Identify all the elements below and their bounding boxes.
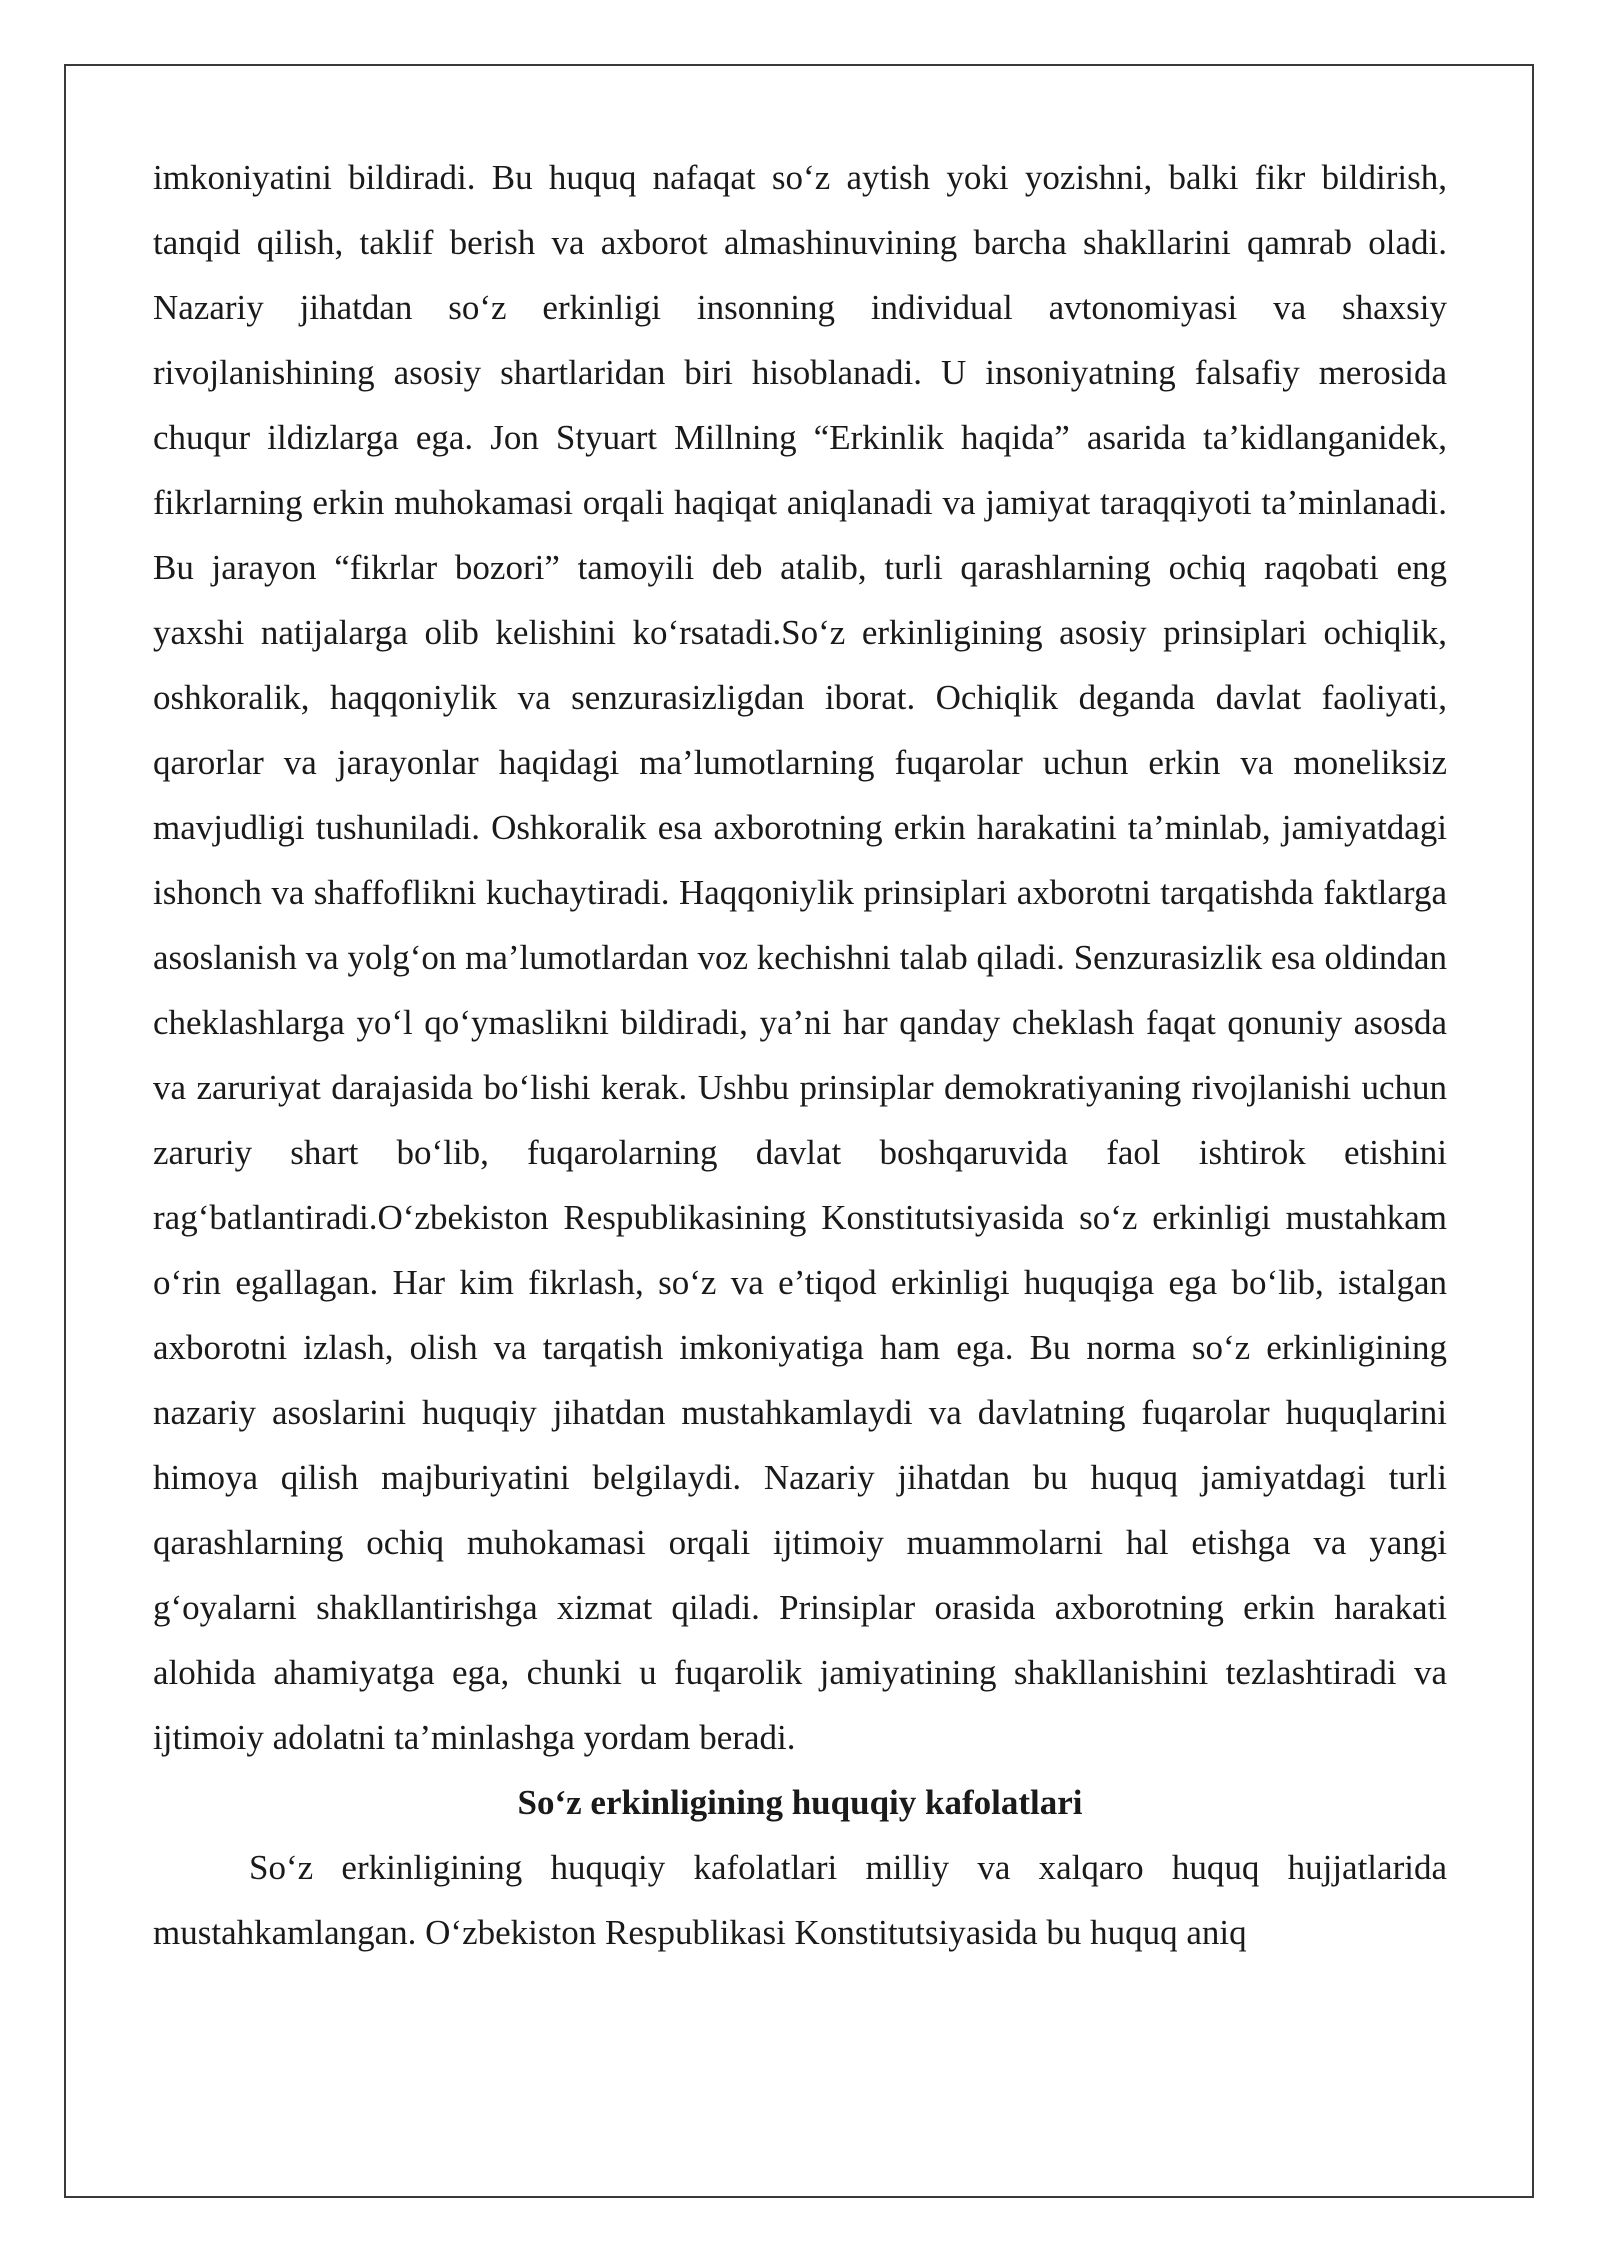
section-heading: So‘z erkinligining huquqiy kafolatlari	[517, 1783, 1083, 1822]
document-body	[153, 145, 1447, 1965]
body-paragraph-continued: So‘z erkinligining huquqiy kafolatlari milliy va xalqaro huquq hujjatlarida mustahkamlangan. O‘zbekiston Respublikasi Konstitutsiyasida bu huquq aniq	[153, 1848, 1447, 1952]
body-paragraph: imkoniyatini bildiradi. Bu huquq nafaqat so‘z aytish yoki yozishni, balki fikr bildirish, tanqid qilish, taklif berish va axborot almashinuvining barcha shakllarini qamrab oladi. Nazariy jihatdan so‘z erkinligi insonning individual avtonomiyasi va shaxsiy rivojlanishining asosiy shartlaridan biri hisoblanadi. U insoniyatning falsafiy merosida chuqur ildizlarga ega. Jon Styuart Millning “Erkinlik haqida” asarida ta’kidlanganidek, fikrlarning erkin muhokamasi orqali haqiqat aniqlanadi va jamiyat taraqqiyoti ta’minlanadi. Bu jarayon “fikrlar bozori” tamoyili deb atalib, turli qarashlarning ochiq raqobati eng yaxshi natijalarga olib kelishini ko‘rsatadi.So‘z erkinligining asosiy prinsiplari ochiqlik, oshkoralik, haqqoniylik va senzurasizligdan iborat. Ochiqlik deganda davlat faoliyati, qarorlar va jarayonlar haqidagi ma’lumotlarning fuqarolar uchun erkin va moneliksiz mavjudligi tushuniladi. Oshkoralik esa axborotning erkin harakatini ta’minlab, jamiyatdagi ishonch va shaffoflikni kuchaytiradi. Haqqoniylik prinsiplari axborotni tarqatishda faktlarga asoslanish va yolg‘on ma’lumotlardan voz kechishni talab qiladi. Senzurasizlik esa oldindan cheklashlarga yo‘l qo‘ymaslikni bildiradi, ya’ni har qanday cheklash faqat qonuniy asosda va zaruriyat darajasida bo‘lishi kerak. Ushbu prinsiplar demokratiyaning rivojlanishi uchun zaruriy shart bo‘lib, fuqarolarning davlat boshqaruvida faol ishtirok etishini rag‘batlantiradi.O‘zbekiston Respublikasining Konstitutsiyasida so‘z erkinligi mustahkam o‘rin egallagan. Har kim fikrlash, so‘z va e’tiqod erkinligi huquqiga ega bo‘lib, istalgan axborotni izlash, olish va tarqatish imkoniyatiga ham ega. Bu norma so‘z erkinligining nazariy asoslarini huquqiy jihatdan mustahkamlaydi va davlatning fuqarolar huquqlarini himoya qilish majburiyatini belgilaydi. Nazariy jihatdan bu huquq jamiyatdagi turli qarashlarning ochiq muhokamasi orqali ijtimoiy muammolarni hal etishga va yangi g‘oyalarni shakllantirishga xizmat qiladi. Prinsiplar orasida axborotning erkin harakati alohida ahamiyatga ega, chunki u fuqarolik jamiyatining shakllanishini tezlashtiradi va ijtimoiy adolatni ta’minlashga yordam beradi.	[153, 158, 1447, 1757]
